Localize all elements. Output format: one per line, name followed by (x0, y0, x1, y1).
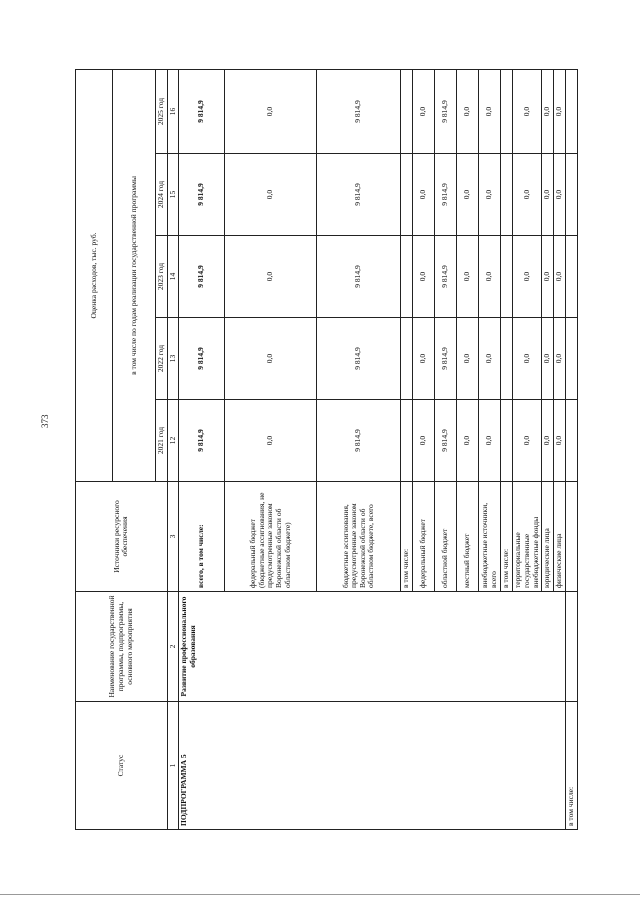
value-cell (501, 69, 513, 153)
source-label: областной бюджет (435, 482, 457, 592)
value-cell: 0,0 (554, 69, 566, 153)
value-cell: 0,0 (457, 400, 479, 482)
empty-cell (566, 236, 578, 318)
footer-status: в том числе: (566, 702, 578, 830)
value-cell: 0,0 (513, 236, 542, 318)
value-cell: 9 814,9 (317, 318, 401, 400)
value-cell (401, 69, 413, 153)
value-cell: 0,0 (479, 154, 501, 236)
value-cell (401, 400, 413, 482)
value-cell: 0,0 (413, 69, 435, 153)
source-label: всего, в том числе: (179, 482, 225, 592)
value-cell: 0,0 (513, 154, 542, 236)
value-cell: 0,0 (457, 154, 479, 236)
year-2023: 2023 год (156, 236, 168, 318)
row-name: Развитие профессионального образования (179, 592, 566, 702)
empty-cell (566, 400, 578, 482)
value-cell (401, 318, 413, 400)
page-number: 373 (40, 414, 50, 428)
value-cell: 9 814,9 (317, 236, 401, 318)
col-number: 15 (167, 154, 179, 236)
col-number: 3 (167, 482, 179, 592)
value-cell (501, 236, 513, 318)
value-cell: 0,0 (479, 69, 501, 153)
value-cell: 0,0 (225, 69, 317, 153)
col-number: 2 (167, 592, 179, 702)
table-row (566, 69, 578, 829)
source-label: территориальные государственные внебюджетные фонды (513, 482, 542, 592)
value-cell: 9 814,9 (317, 69, 401, 153)
value-cell: 0,0 (413, 318, 435, 400)
table-body (179, 69, 578, 829)
value-cell: 0,0 (457, 318, 479, 400)
header-estimate: Оценка расходов, тыс. руб. (76, 69, 113, 481)
value-cell: 9 814,9 (179, 400, 225, 482)
value-cell: 9 814,9 (317, 400, 401, 482)
value-cell: 0,0 (542, 154, 554, 236)
value-cell: 0,0 (479, 236, 501, 318)
value-cell: 0,0 (513, 69, 542, 153)
value-cell: 0,0 (554, 236, 566, 318)
header-row-1 (76, 69, 113, 829)
value-cell (401, 154, 413, 236)
value-cell: 9 814,9 (435, 400, 457, 482)
table-row (179, 69, 225, 829)
value-cell: 0,0 (413, 154, 435, 236)
source-label: в том числе: (401, 482, 413, 592)
year-2022: 2022 год (156, 318, 168, 400)
value-cell: 0,0 (413, 400, 435, 482)
value-cell (501, 318, 513, 400)
value-cell: 0,0 (457, 236, 479, 318)
source-label: физические лица (554, 482, 566, 592)
value-cell: 0,0 (225, 154, 317, 236)
value-cell: 0,0 (542, 236, 554, 318)
year-2021: 2021 год (156, 400, 168, 482)
value-cell: 0,0 (513, 400, 542, 482)
source-label: федеральный бюджет (бюджетные ассигнования, не предусмотренные законом Воронежской области об областном бюджете) (225, 482, 317, 592)
page-bottom-rule (0, 894, 640, 895)
row-status: ПОДПРОГРАММА 5 (179, 702, 566, 830)
year-2025: 2025 год (156, 69, 168, 153)
value-cell: 9 814,9 (435, 69, 457, 153)
source-label: внебюджетные источники, всего (479, 482, 501, 592)
value-cell: 9 814,9 (435, 318, 457, 400)
value-cell: 9 814,9 (435, 154, 457, 236)
value-cell: 0,0 (413, 236, 435, 318)
value-cell: 0,0 (479, 318, 501, 400)
value-cell: 0,0 (513, 318, 542, 400)
col-number: 12 (167, 400, 179, 482)
value-cell: 0,0 (542, 69, 554, 153)
empty-cell (566, 318, 578, 400)
empty-cell (566, 482, 578, 592)
source-label: в том числе: (501, 482, 513, 592)
budget-table-sheet (75, 70, 585, 830)
value-cell: 9 814,9 (179, 154, 225, 236)
col-number: 13 (167, 318, 179, 400)
header-status: Статус (76, 702, 168, 830)
col-number: 1 (167, 702, 179, 830)
value-cell: 0,0 (225, 400, 317, 482)
value-cell: 9 814,9 (179, 69, 225, 153)
value-cell (401, 236, 413, 318)
value-cell: 9 814,9 (317, 154, 401, 236)
value-cell: 9 814,9 (435, 236, 457, 318)
empty-cell (566, 69, 578, 153)
value-cell: 0,0 (542, 400, 554, 482)
header-source: Источники ресурсного обеспечения (76, 482, 168, 592)
value-cell: 0,0 (225, 236, 317, 318)
empty-cell (566, 592, 578, 702)
source-label: бюджетные ассигнования, предусмотренные законом Воронежской области об областном бюджете, всего (317, 482, 401, 592)
value-cell: 0,0 (225, 318, 317, 400)
budget-table (75, 69, 578, 830)
value-cell (501, 400, 513, 482)
year-2024: 2024 год (156, 154, 168, 236)
value-cell: 0,0 (554, 400, 566, 482)
source-label: местный бюджет (457, 482, 479, 592)
header-row-numbers (167, 69, 179, 829)
value-cell: 0,0 (542, 318, 554, 400)
source-label: юридические лица (542, 482, 554, 592)
empty-cell (566, 154, 578, 236)
header-name: Наименование государственной программы, подпрограммы, основного мероприятия (76, 592, 168, 702)
header-by-years: в том числе по годам реализации государственной программы (113, 69, 156, 481)
value-cell: 0,0 (479, 400, 501, 482)
value-cell: 0,0 (554, 318, 566, 400)
value-cell: 9 814,9 (179, 236, 225, 318)
value-cell: 0,0 (554, 154, 566, 236)
col-number: 16 (167, 69, 179, 153)
value-cell (501, 154, 513, 236)
value-cell: 9 814,9 (179, 318, 225, 400)
value-cell: 0,0 (457, 69, 479, 153)
source-label: федеральный бюджет (413, 482, 435, 592)
col-number: 14 (167, 236, 179, 318)
